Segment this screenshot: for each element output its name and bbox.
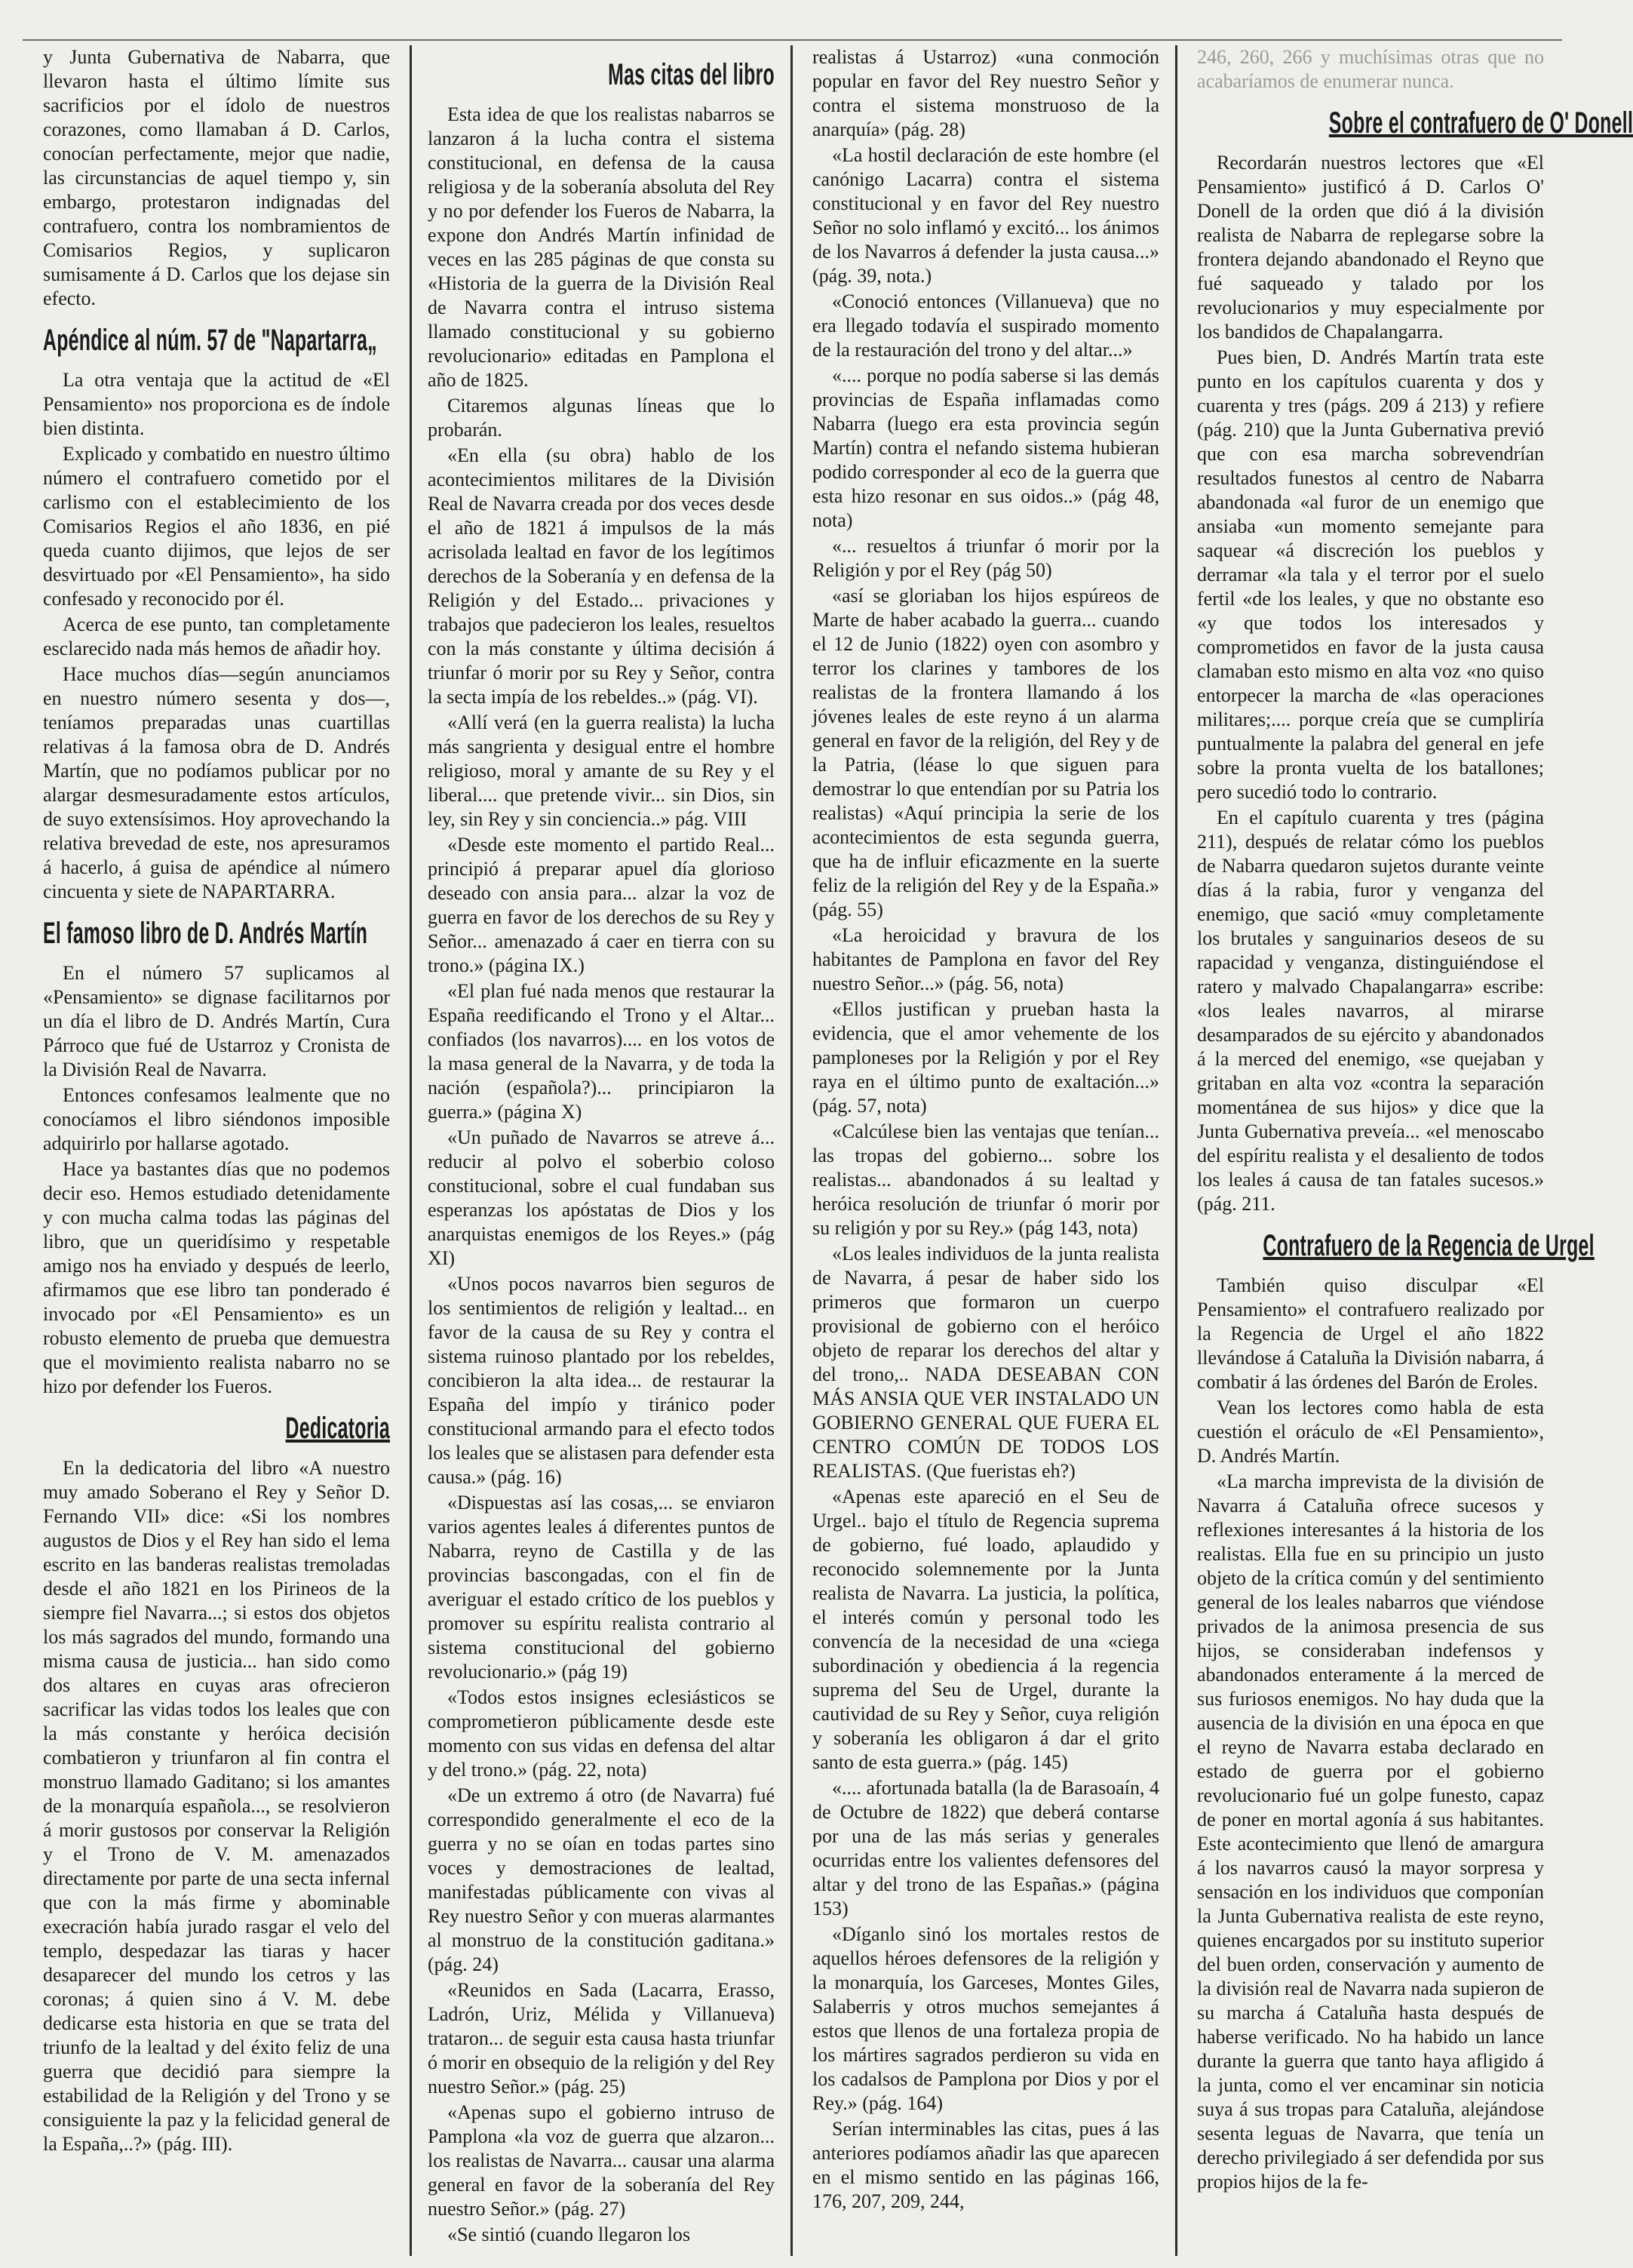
paragraph: «De un extremo á otro (de Navarra) fué correspondido generalmente el eco de la guerra y no se oían en todas partes sino voces y demostraciones de lealtad, manifestadas públicamente con vivas al Rey nuestro Señor y con mueras alarmantes al monstruo de la constitución gaditana.» (pág. 24) — [428, 1784, 775, 1975]
paragraph: La otra ventaja que la actitud de «El Pensamiento» nos proporciona es de índole bien distinta. — [43, 369, 390, 439]
paragraph: Citaremos algunas líneas que lo probarán. — [428, 395, 775, 441]
paragraph: Entonces confesamos lealmente que no conocíamos el libro siéndonos imposible adquirirlo por hallarse agotado. — [43, 1084, 390, 1154]
paragraph: «Unos pocos navarros bien seguros de los sentimientos de religión y lealtad... en favor de la causa de su Rey y contra el sistema ruinoso plantado por los rebeldes, concibieron la alta idea... de restaurar la España del impío y tiránico poder constitucional armando para el efecto todos los leales que se alistasen para defender esta causa.» (pág. 16) — [428, 1273, 775, 1488]
paragraph: «Apenas este apareció en el Seu de Urgel.. bajo el título de Regencia suprema de gobierno, fué loado, aplaudido y reconocido solemnemente por la Junta realista de Navarra. La justicia, la política, el interés común y personal todo les convencía de la necesidad de una «ciega subordinación y obediencia á la regencia suprema del Seu de Urgel, durante la cautividad de su Rey y Señor, cuya religión y soberanía les obligaron á dar el grito santo de esta guerra.» (pág. 145) — [812, 1486, 1159, 1773]
paragraph: «El plan fué nada menos que restaurar la España reedificando el Trono y el Altar... confiados (los navarros).... en los votos de la masa general de la Navarra, y de toda la nación (española?)... principiaron la guerra.» (página X) — [428, 980, 775, 1123]
paragraph: «Ellos justifican y prueban hasta la evidencia, que el amor vehemente de los pamploneses por la Religión y por el Rey raya en el último punto de exaltación...» (pág. 57, nota) — [812, 998, 1159, 1117]
paragraph: En el número 57 suplicamos al «Pensamiento» se dignase facilitarnos por un día el libro de D. Andrés Martín, Cura Párroco que fué de Ustarroz y Cronista de la División Real de Navarra. — [43, 962, 390, 1080]
paragraph: Hace muchos días—según anunciamos en nuestro número sesenta y dos—, teníamos preparadas unas cuartillas relativas á la famosa obra de D. Andrés Martín, que no podíamos publicar por no alargar desmesuradamente estos artículos, de suyo extensísimos. Hoy aprovechando la relativa brevedad de este, nos apresuramos á hacerlo, á guisa de apéndice al número cincuenta y siete de NAPARTARRA. — [43, 663, 390, 902]
paragraph: Serían interminables las citas, pues á las anteriores podíamos añadir las que aparecen en el mismo sentido en las páginas 166, 176, 207, 209, 244, — [812, 2118, 1159, 2212]
paragraph: «La heroicidad y bravura de los habitantes de Pamplona en favor del Rey nuestro Señor...» (pág. 56, nota) — [812, 924, 1159, 994]
paragraph: «La hostil declaración de este hombre (el canónigo Lacarra) contra el sistema constitucional y en favor del Rey nuestro Señor no solo inflamó y excitó... los ánimos de los Navarros á defender la justa causa...» (pág. 39, nota.) — [812, 144, 1159, 287]
paragraph: Explicado y combatido en nuestro último número el contrafuero cometido por el carlismo con el establecimiento de los Comisarios Regios el año 1836, en pié queda cuanto dijimos, que lejos de ser desvirtuado por «El Pensamiento», ha sido confesado y reconocido por él. — [43, 443, 390, 610]
paragraph: «Dispuestas así las cosas,... se enviaron varios agentes leales á diferentes puntos de Nabarra, reyno de Castilla y de las provincias bascongadas, con el fin de averiguar el estado crítico de los pueblos y promover su espíritu realista contrario al sistema constitucional del gobierno revolucionario.» (pág 19) — [428, 1492, 775, 1683]
paragraph: Acerca de ese punto, tan completamente esclarecido nada más hemos de añadir hoy. — [43, 613, 390, 659]
paragraph: Esta idea de que los realistas nabarros se lanzaron á la lucha contra el sistema constitucional, en defensa de la causa religiosa y de la soberanía absoluta del Rey y no por defender los Fueros de Nabarra, la expone don Andrés Martín infinidad de veces en las 285 páginas de que consta su «Historia de la guerra de la División Real de Navarra contra el intruso sistema llamado constitucional y su gobierno revolucionario» editadas en Pamplona el año de 1825. — [428, 103, 775, 391]
column-4 — [1180, 45, 1633, 2256]
paragraph: y Junta Gubernativa de Nabarra, que llevaron hasta el último límite sus sacrificios por el ídolo de nuestros corazones, como llamaban á D. Carlos, conocían perfectamente, mejor que nadie, las circunstancias de aquel tiempo y, sin embargo, protestaron indignadas del contrafuero, contra los nombramientos de Comisarios Regios, y suplicaron sumisamente á D. Carlos que los dejase sin efecto. — [43, 46, 390, 309]
paragraph: «.... afortunada batalla (la de Barasoaín, 4 de Octubre de 1822) que deberá contarse por una de las más serias y generales ocurridas entre los valientes defensores del altar y del trono de las Españas.» (página 153) — [812, 1777, 1159, 1919]
column-1 — [26, 45, 407, 2256]
paragraph: Recordarán nuestros lectores que «El Pensamiento» justificó á D. Carlos O' Donell de la orden que dió á la división realista de Nabarra de replegarse sobre la frontera dejando abandonado el Reyno que fué saqueado y talado por los revolucionarios y muy especialmente por los bandidos de Chapalangarra. — [1197, 152, 1544, 343]
paragraph: «Calcúlese bien las ventajas que tenían... las tropas del gobierno... sobre los realistas... abandonados á su lealtad y heróica resolución de triunfar ó morir por su religión y por su Rey.» (pág 143, nota) — [812, 1120, 1159, 1239]
paragraph: «Allí verá (en la guerra realista) la lucha más sangrienta y desigual entre el hombre religioso, moral y amante de su Rey y el liberal.... que pretende vivir... sin Dios, sin ley, sin Rey y sin conciencia..» pág. VIII — [428, 711, 775, 830]
paragraph: «Díganlo sinó los mortales restos de aquellos héroes defensores de la religión y la monarquía, los Garceses, Montes Giles, Salaberris y otros muchos semejantes á estos que llenos de una fortaleza propia de los mártires sagrados perdieron su vida en los cadalsos de Pamplona por Dios y por el Rey.» (pág. 164) — [812, 1923, 1159, 2114]
section-heading: El famoso libro de D. Andrés Martín — [43, 917, 368, 950]
paragraph: «Apenas supo el gobierno intruso de Pamplona «la voz de guerra que alzaron... los realistas de Navarra... causar una alarma general en favor de la soberanía del Rey nuestro Señor.» (pág. 27) — [428, 2101, 775, 2220]
paragraph: «Reunidos en Sada (Lacarra, Erasso, Ladrón, Uriz, Mélida y Villanueva) trataron... de seguir esta causa hasta triunfar ó morir en obsequio de la religión y del Rey nuestro Señor.» (pág. 25) — [428, 1979, 775, 2097]
paragraph: En la dedicatoria del libro «A nuestro muy amado Soberano el Rey y Señor D. Fernando VII» dice: «Si los nombres augustos de Dios y el Rey han sido el lema escrito en las banderas realistas tremoladas desde el año 1821 en los Pirineos de la siempre fiel Navarra...; si estos dos objetos los más sagrados del mundo, formando una misma causa de justicia... han sido como dos altares en cuyas aras ofrecieron sacrificar las vidas todos los leales que con la más constante y heróica decisión combatieron y triunfaron al fin contra el monstruo llamado Gaditano; si los amantes de la monarquía española..., se resolvieron á morir gustosos por conservar la Religión y el Trono de V. M. amenazados directamente por parte de una secta infernal que con la más firme y abominable execración había jurado rasgar el velo del templo, despedazar las tiaras y hacer desaparecer del mundo los cetros y las coronas; á quien sino á V. M. debe dedicarse esta historia en que se trata del triunfo de la lealtad y del éxito feliz de una guerra que decidió para siempre la estabilidad de la Religión y del Trono y se consiguiente la paz y la felicidad general de la España,..?» (pág. III). — [43, 1457, 390, 2155]
section-heading: Contrafuero de la Regencia de Urgel — [1263, 1229, 1595, 1262]
paragraph: Hace ya bastantes días que no podemos decir eso. Hemos estudiado detenidamente y con mucha calma todas las páginas del libro, que un queridísimo y respetable amigo nos ha enviado y después de leerlo, afirmamos que ese libro tan ponderado é invocado por «El Pensamiento» es un robusto elemento de prueba que demuestra que el movimiento realista nabarro no se hizo por defender los Fueros. — [43, 1158, 390, 1397]
section-heading: Dedicatoria — [285, 1412, 390, 1445]
section-heading: Mas citas del libro — [608, 58, 775, 91]
paragraph: Vean los lectores como habla de esta cuestión el oráculo de «El Pensamiento», D. Andrés Martín. — [1197, 1397, 1544, 1467]
column-2 — [411, 45, 791, 2256]
column-3 — [796, 45, 1176, 2256]
section-heading: Sobre el contrafuero de O' Donell — [1328, 106, 1633, 140]
paragraph: «Se sintió (cuando llegaron los — [447, 2223, 691, 2245]
paragraph: «Los leales individuos de la junta realista de Navarra, á pesar de haber sido los primeros que formaron un cuerpo provisional de gobierno con el heróico objeto de reparar los derechos del altar y del trono,.. NADA DESEABAN CON MÁS ANSIA QUE VER INSTALADO UN GOBIERNO GENERAL QUE FUERA EL CENTRO COMÚN DE TODOS LOS REALISTAS. (Que fueristas eh?) — [812, 1243, 1159, 1482]
paragraph: «... resueltos á triunfar ó morir por la Religión y por el Rey (pág 50) — [812, 535, 1159, 581]
paragraph: «La marcha imprevista de la división de Navarra á Cataluña ofrece sucesos y reflexiones interesantes á la historia de los realistas. Ella fue en su principio un justo objeto de la crítica común y del sentimiento general de los leales nabarros que viéndose privados de la animosa presencia de sus hijos, se consideraban indefensos y abandonados enteramente á la merced de sus furiosos enemigos. No hay duda que la ausencia de la división en una época en que el reyno de Navarra estaba declarado en estado de guerra por el gobierno revolucionario fué un golpe funesto, capaz de poner en mortal agonía á sus habitantes. Este acontecimiento que llenó de amargura á los navarros causó la mayor sorpresa y sensación en los individuos que componían la Junta Gubernativa realista de este reyno, quienes encargados por su instituto superior del buen orden, conservación y aumento de la división real de Navarra nada supieron de su marcha á Cataluña hasta después de haberse verificado. No ha habido un lance durante la guerra que tanto haya afligido á la junta, como el ver encaminar sin noticia suya á sus tropas para Cataluña, alejándose sesenta leguas de Navarra, que tenía un derecho privilegiado á ser defendida por sus propios hijos de la fe- — [1197, 1471, 1544, 2193]
paragraph: «Conoció entonces (Villanueva) que no era llegado todavía el suspirado momento de la restauración del trono y del altar...» — [812, 290, 1159, 361]
paragraph: 246, 260, 266 y muchísimas otras que no acabaríamos de enumerar nunca. — [1197, 46, 1544, 92]
paragraph: «Un puñado de Navarros se atreve á... reducir al polvo el soberbio coloso constitucional, sobre el cual fundaban sus esperanzas los apóstatas de Dios y los anarquistas enemigos de los Reyes.» (pág XI) — [428, 1126, 775, 1269]
paragraph: «Desde este momento el partido Real... principió á preparar apuel día glorioso deseado con ansia para... alzar la voz de guerra en favor de los derechos de su Rey y Señor... amenazado á caer en tierra con su trono.» (página IX.) — [428, 834, 775, 976]
paragraph: Pues bien, D. Andrés Martín trata este punto en los capítulos cuarenta y dos y cuarenta y tres (págs. 209 á 213) y refiere (pág. 210) que la Junta Gubernativa previó que con esa marcha sobrevendrían resultados funestos al centro de Nabarra abandonada «al furor de un enemigo que ansiaba «un momento semejante para saquear «á discreción los pueblos y derramar «la tala y el terror por el suelo fertil «de los leales, y que no obstante eso «y que todos los interesados y comprometidos en favor de la justa causa clamaban esto mismo en alta voz «no quiso entorpecer la marcha de «las operaciones militares;.... porque creía que se cumpliría puntualmente la palabra del general en jefe sobre la pronta vuelta de los batallones; pero sucedió todo lo contrario. — [1197, 346, 1544, 803]
paragraph: «así se gloriaban los hijos espúreos de Marte de haber acabado la guerra... cuando el 12 de Junio (1822) oyen con asombro y terror los clarines y tambores de los realistas de la frontera llamando á los jóvenes leales de este reyno á un alarma general en favor de la religión, del Rey y de la Patria, (léase lo que siguen para demostrar lo que entendían por su Patria los realistas) «Aquí principia la serie de los acontecimientos de esta segunda guerra, que ha de influir eficazmente en la suerte feliz de la religión del Rey y de la España.» (pág. 55) — [812, 585, 1159, 920]
top-rule — [23, 39, 1562, 41]
paragraph: También quiso disculpar «El Pensamiento» el contrafuero realizado por la Regencia de Urgel el año 1822 llevándose á Cataluña la División nabarra, á combatir á las órdenes del Barón de Eroles. — [1197, 1274, 1544, 1393]
paragraph: «.... porque no podía saberse si las demás provincias de España inflamadas como Nabarra (luego era esta provincia según Martín) contra el nefando sistema hubieran podido corresponder al eco de la guerra que esta hizo resonar en sus oidos..» (pág 48, nota) — [812, 364, 1159, 531]
paragraph: En el capítulo cuarenta y tres (página 211), después de relatar cómo los pueblos de Nabarra quedaron sujetos durante veinte días á la rabia, furor y venganza del enemigo, que sació «muy completamente los brutales y sanguinarios deseos de su rapacidad y venganza, distinguiéndose el ratero y malvado Chapalangarra» escribe: «los leales navarros, al mirarse desamparados de su ejército y abandonados á la merced del enemigo, «se quejaban y gritaban en alta voz «contra la separación momentánea de sus hijos» y dice que la Junta Gubernativa preveía... «el menoscabo del espíritu realista y el desaliento de todos los leales á causa de tan fatales sucesos.» (pág. 211. — [1197, 807, 1544, 1215]
section-heading: Apéndice al núm. 57 de "Napartarra„ — [43, 324, 377, 357]
paragraph: realistas á Ustarroz) «una conmoción popular en favor del Rey nuestro Señor y contra el sistema monstruoso de la anarquía» (pág. 28) — [812, 46, 1159, 140]
paragraph: «Todos estos insignes eclesiásticos se comprometieron públicamente desde este momento con sus vidas en defensa del altar y del trono.» (pág. 22, nota) — [428, 1686, 775, 1781]
paragraph: «En ella (su obra) hablo de los acontecimientos militares de la División Real de Navarra creada por dos veces desde el año de 1821 á impulsos de la más acrisolada lealtad en favor de los legítimos derechos de la Soberanía y en defensa de la Religión y del Estado... privaciones y trabajos que padecieron los leales, resueltos con la más constante y última decisión á triunfar ó morir por su Rey y Señor, contra la secta impía de los rebeldes..» (pág. VI). — [428, 444, 775, 708]
